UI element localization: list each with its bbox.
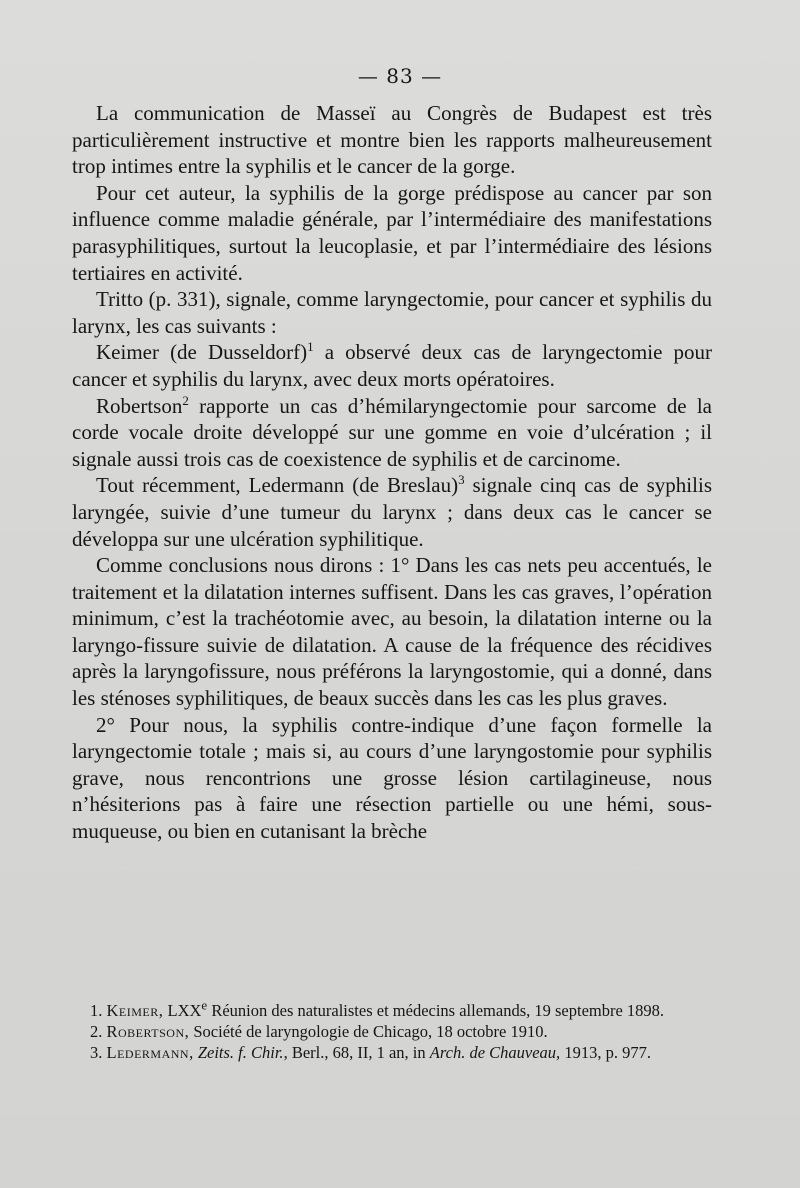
- footnote-2-author: Robertson,: [106, 1022, 190, 1041]
- footnote-1-text-b: Réunion des naturalistes et médecins allemands, 19 septembre 1898.: [207, 1001, 665, 1020]
- body-text: [72, 100, 712, 845]
- footnote-3-text-b: 1913, p. 977.: [560, 1043, 651, 1062]
- footnote-3-number: 3.: [90, 1043, 103, 1062]
- footnote-3-text-a: , Berl., 68, II, 1 an, in: [283, 1043, 430, 1062]
- footnote-3-journal: Zeits. f. Chir.: [197, 1043, 284, 1062]
- footnote-3-archive: Arch. de Chauveau,: [429, 1043, 561, 1062]
- paragraph-6-start: Tout récemment, Ledermann (de Breslau): [96, 473, 459, 498]
- paragraph-5: [72, 393, 712, 473]
- paragraph-6-rest: signale cinq cas de syphilis laryngée, suivie d’une tumeur du larynx ; dans deux cas le cancer se développa sur une ulcération syphilitique.: [72, 473, 712, 551]
- footnote-2: [72, 1021, 712, 1042]
- footnote-ref-1: 1: [307, 339, 314, 355]
- paragraph-5-rest: rapporte un cas d’hémilaryngectomie pour sarcome de la corde vocale droite développé sur une gomme en voie d’ulcération ; il signale aussi trois cas de coexistence de syphilis et de carcinome.: [72, 393, 712, 471]
- paragraph-6: [72, 472, 712, 552]
- footnote-1-number: 1.: [90, 1001, 103, 1020]
- paragraph-4-rest: a observé deux cas de laryngectomie pour cancer et syphilis du larynx, avec deux morts opératoires.: [72, 340, 712, 391]
- footnote-ref-3: 3: [458, 472, 465, 488]
- footnote-1: [72, 997, 712, 1021]
- paragraph-3: Tritto (p. 331), signale, comme laryngectomie, pour cancer et syphilis du larynx, les cas suivants :: [72, 287, 712, 338]
- footnote-1-text-a: LXX: [163, 1001, 202, 1020]
- footnote-2-number: 2.: [90, 1022, 103, 1041]
- paragraph-4-start: Keimer (de Dusseldorf): [96, 340, 308, 365]
- paragraph-7: Comme conclusions nous dirons : 1° Dans les cas nets peu accentués, le traitement et la dilatation internes suffisent. Dans les cas graves, l’opération minimum, c’est la trachéotomie avec, au besoin, la dilatation interne ou la laryngo-fissure suivie de dilatation. A cause de la fréquence des récidives après la laryngofissure, nous préférons la laryngostomie, qui a donné, dans les sténoses syphilitiques, de beaux succès dans les cas les plus graves.: [72, 553, 712, 711]
- paragraph-1: La communication de Masseï au Congrès de Budapest est très particulièrement instructive et montre bien les rapports malheureusement trop intimes entre la syphilis et le cancer de la gorge.: [72, 101, 712, 179]
- footnotes: [72, 997, 712, 1063]
- paragraph-2: Pour cet auteur, la syphilis de la gorge prédispose au cancer par son influence comme maladie générale, par l’intermédiaire des manifestations parasyphilitiques, surtout la leucoplasie, et par l’intermédiaire des lésions tertiaires en activité.: [72, 180, 712, 285]
- footnote-3: [72, 1042, 712, 1063]
- footnote-2-text: Société de laryngologie de Chicago, 18 octobre 1910.: [189, 1022, 548, 1041]
- page-number: — 83 —: [357, 64, 443, 88]
- paragraph-8: 2° Pour nous, la syphilis contre-indique d’une façon formelle la laryngectomie totale ; mais si, au cours d’une laryngostomie pour syphilis grave, nous rencontrions une grosse lésion cartilagineuse, nous n’hésiterions pas à faire une résection partielle ou une hémi, sous-muqueuse, ou bien en cutanisant la brèche: [72, 712, 712, 844]
- footnote-1-sup: e: [201, 997, 208, 1013]
- footnote-1-author: Keimer,: [106, 1001, 164, 1020]
- paragraph-5-start: Robertson: [96, 393, 183, 418]
- footnote-3-author: Ledermann,: [106, 1043, 194, 1062]
- footnote-ref-2: 2: [182, 392, 189, 408]
- paragraph-4: [72, 339, 712, 392]
